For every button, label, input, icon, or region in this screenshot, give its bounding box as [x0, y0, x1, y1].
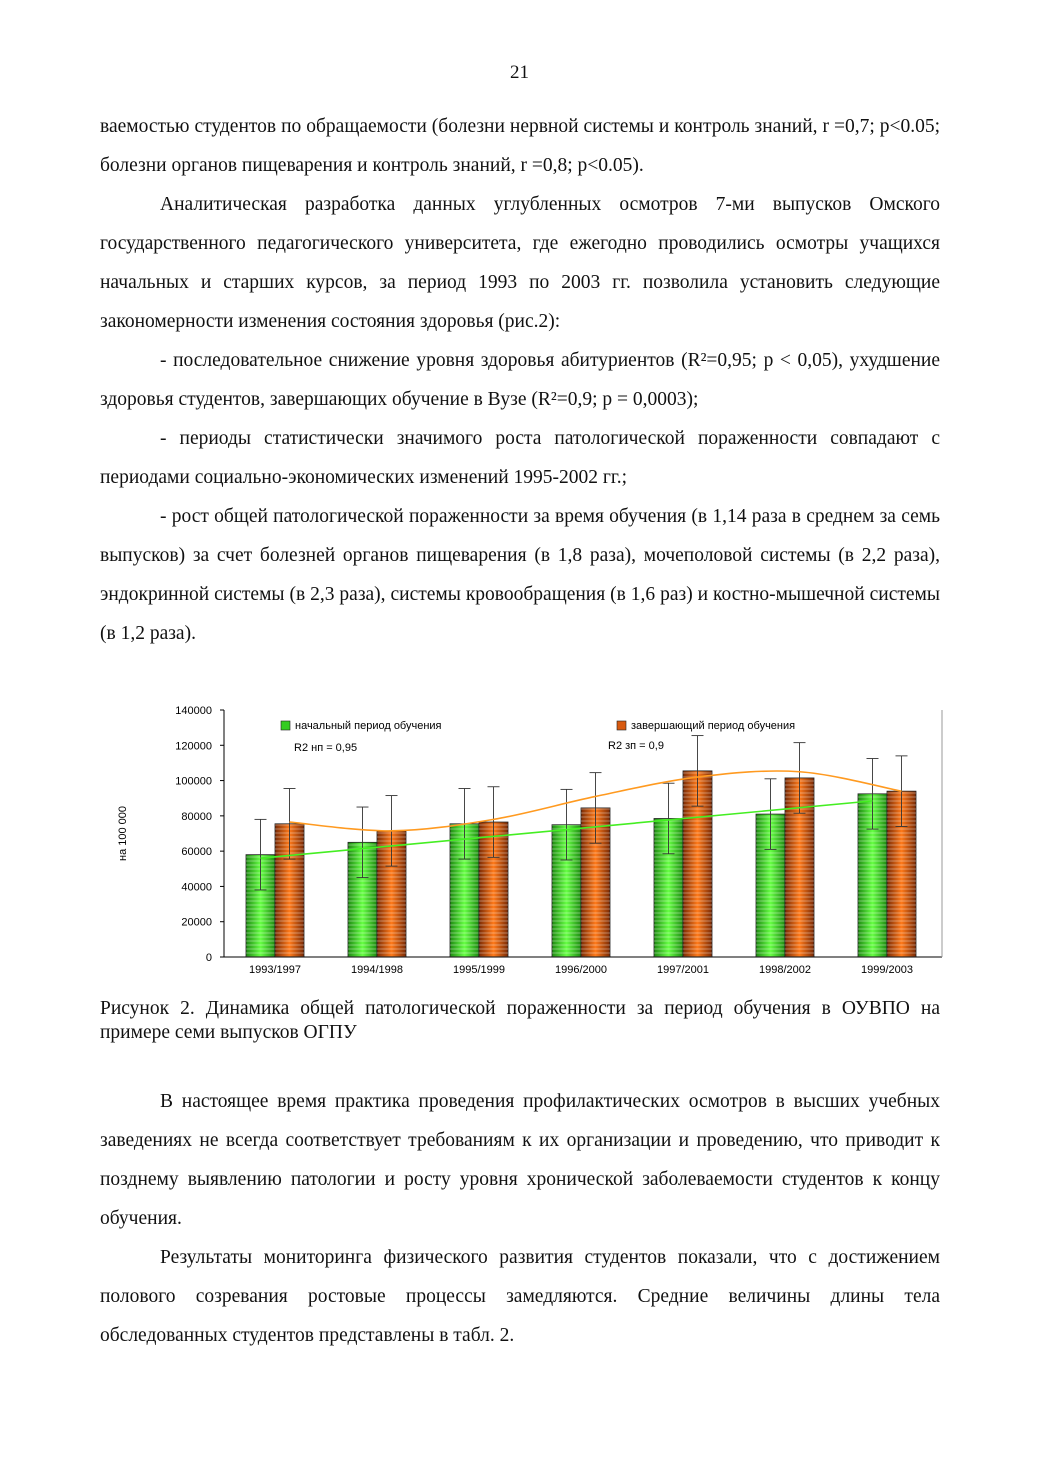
y-tick-label: 0: [205, 952, 212, 964]
x-tick-label: 1998/2002: [759, 964, 811, 976]
figure-caption: Рисунок 2. Динамика общей патологической пораженности за период обучения в ОУВПО на примере семи выпусков ОГПУ: [100, 998, 940, 1043]
y-axis-label: на 100 000: [117, 805, 129, 862]
y-tick-label: 60000: [181, 846, 212, 859]
y-tick-label: 20000: [181, 916, 212, 929]
page-number: 21: [510, 62, 529, 83]
paragraph: - периоды статистически значимого роста патологической пораженности совпадают с периодами социально-экономических изменений 1995-2002 гг.;: [100, 428, 940, 488]
body-text-bottom: [100, 1082, 940, 1355]
x-tick-label: 1996/2000: [555, 964, 607, 976]
r2-annotation-final: R2 зп = 0,9: [608, 740, 664, 752]
legend-swatch-initial: [281, 721, 290, 730]
legend-label-initial: начальный период обучения: [295, 720, 442, 732]
figure-chart: [100, 696, 960, 986]
body-text-top: [100, 107, 940, 653]
x-tick-label: 1993/1997: [249, 964, 301, 976]
y-tick-label: 40000: [181, 881, 212, 894]
legend-swatch-final: [617, 721, 626, 730]
y-tick-label: 140000: [175, 705, 212, 717]
y-tick-label: 100000: [175, 775, 212, 788]
paragraph: Аналитическая разработка данных углубленных осмотров 7-ми выпусков Омского государственного педагогического университета, где ежегодно проводились осмотры учащихся начальных и старших курсов, за период 1993 по 2003 гг. позволила установить следующие закономерности изменения состояния здоровья (рис.2):: [100, 194, 940, 332]
x-tick-label: 1997/2001: [657, 964, 709, 976]
x-tick-label: 1994/1998: [351, 964, 403, 976]
paragraph: Результаты мониторинга физического развития студентов показали, что с достижением полового созревания ростовые процессы замедляются. Средние величины длины тела обследованных студентов представлены в табл. 2.: [100, 1247, 940, 1346]
paragraph: ваемостью студентов по обращаемости (болезни нервной системы и контроль знаний, r =0,7; p<0.05; болезни органов пищеварения и контроль знаний, r =0,8; p<0.05).: [100, 116, 940, 176]
paragraph: - рост общей патологической пораженности за время обучения (в 1,14 раза в среднем за семь выпусков) за счет болезней органов пищеварения (в 1,8 раза), мочеполовой системы (в 2,2 раза), эндокринной системы (в 2,3 раза), системы кровообращения (в 1,6 раз) и костно-мышечной системы (в 1,2 раза).: [100, 506, 940, 644]
y-tick-label: 120000: [175, 740, 212, 753]
y-tick-label: 80000: [181, 810, 212, 823]
legend-label-final: завершающий период обучения: [631, 720, 796, 732]
x-tick-label: 1995/1999: [453, 964, 505, 976]
chart-svg: [100, 696, 960, 986]
r2-annotation-initial: R2 нп = 0,95: [294, 742, 358, 754]
x-tick-label: 1999/2003: [861, 964, 913, 976]
paragraph: - последовательное снижение уровня здоровья абитуриентов (R²=0,95; p < 0,05), ухудшение здоровья студентов, завершающих обучение в Вузе (R²=0,9; p = 0,0003);: [100, 350, 940, 410]
paragraph: В настоящее время практика проведения профилактических осмотров в высших учебных заведениях не всегда соответствует требованиям к их организации и проведению, что приводит к позднему выявлению патологии и росту уровня хронической заболеваемости студентов к концу обучения.: [100, 1091, 940, 1229]
